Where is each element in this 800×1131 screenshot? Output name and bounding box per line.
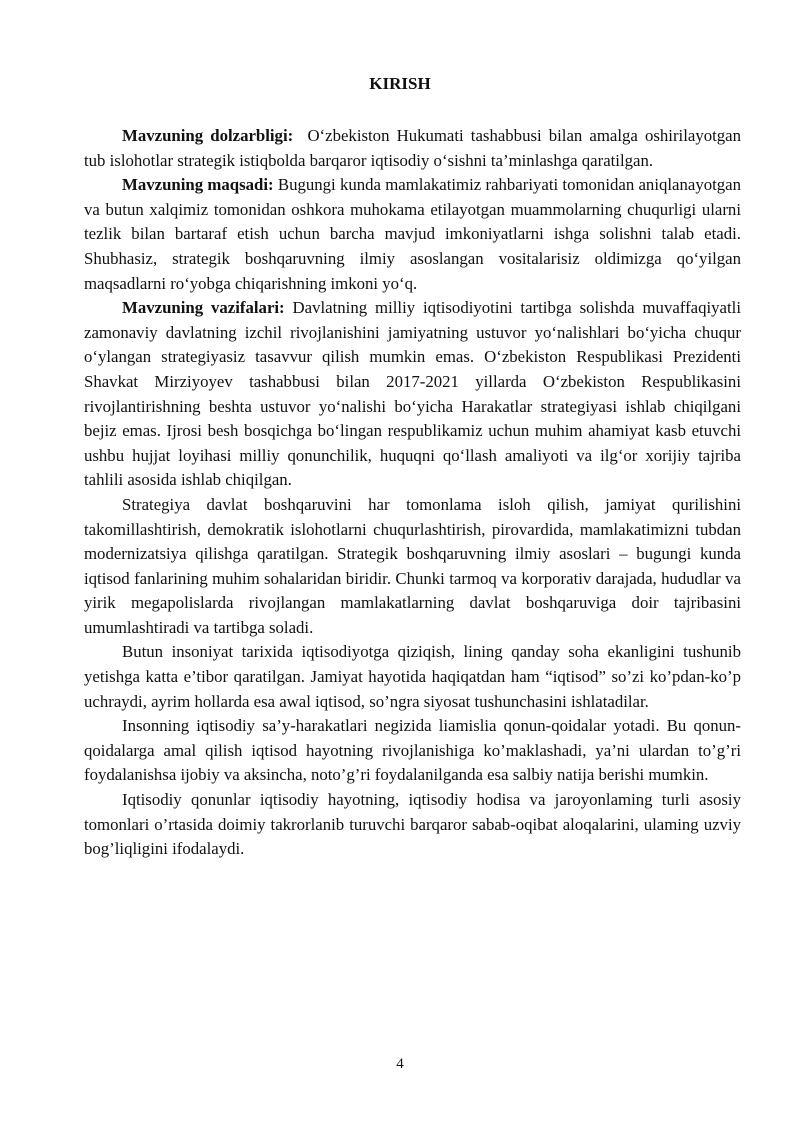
paragraph [84, 493, 746, 641]
paragraph [84, 173, 746, 296]
paragraph-text: Bugungi kunda mamlakatimiz rahbariyati tomonidan aniqlanayotgan va butun xalqimiz tomonidan oshkora muhokama etilayotgan muammolarning chuqurligi ularni tezlik bilan bartaraf etish uchun barcha mavjud imkoniyatlarni ishga solishni talab etadi. Shubhasiz, strategik boshqaruvning ilmiy asoslangan vositalarisiz oldimizga qo‘yilgan maqsadlarni ro‘yobga chiqarishning imkoni yo‘q. [84, 175, 746, 293]
paragraph-text: Butun insoniyat tarixida iqtisodiyotga qiziqish, lining qanday soha ekanligini tushunib yetishga katta e’tibor qaratilgan. Jamiyat hayotida haqiqatdan ham “iqtisod” so’zi ko’pdan-ko’p uchraydi, ayrim hollarda esa awal iqtisod, so’ngra siyosat tushunchasini ishlatadilar. [84, 642, 746, 711]
paragraph-lead: Mavzuning vazifalari: [122, 298, 285, 318]
paragraph-text: Davlatning milliy iqtisodiyotini tartibga solishda muvaffaqiyatli zamonaviy davlatning izchil rivojlanishini jamiyatning ustuvor yo‘nalishlari bo‘yicha chuqur o‘ylangan strategiyasiz tasavvur qilish mumkin emas. O‘zbekiston Respublikasi Prezidenti Shavkat Mirziyoyev tashabbusi bilan 2017-2021 yillarda O‘zbekiston Respublikasini rivojlantirishning beshta ustuvor yo‘nalishi bo‘yicha Harakatlar strategiyasi ishlab chiqilgani bejiz emas. Ijrosi besh bosqichga bo‘lingan respublikamiz uchun muhim ahamiyat kasb etuvchi ushbu hujjat loyihasi milliy qonunchilik, huquqni qo‘llash amaliyoti va ilg‘or xorijiy tajriba tahlili asosida ishlab chiqilgan. [84, 298, 746, 490]
paragraph [84, 124, 746, 173]
paragraph-text: Strategiya davlat boshqaruvini har tomonlama isloh qilish, jamiyat qurilishini takomillashtirish, demokratik islohotlarni chuqurlashtirish, pirovardida, mamlakatimizni tubdan modernizatsiya qilishga qaratilgan. Strategik boshqaruvning ilmiy asoslari – bugungi kunda iqtisod fanlarining muhim sohalaridan biridir. Chunki tarmoq va korporativ darajada, hududlar va yirik megapolislarda rivojlangan mamlakatlarning davlat boshqaruviga doir tajribasini umumlashtiradi va tartibga soladi. [84, 494, 746, 637]
paragraph [84, 296, 746, 493]
paragraph-lead: Mavzuning dolzarbligi: [122, 126, 294, 145]
paragraph [84, 640, 746, 714]
paragraph-text: Iqtisodiy qonunlar iqtisodiy hayotning, iqtisodiy hodisa va jaroyonlaming turli asosiy tomonlari o’rtasida doimiy takrorlanib turuvchi barqaror sabab-oqibat aloqalarini, ulaming uzviy bog’liqligini ifodalaydi. [84, 790, 746, 859]
body-text [84, 124, 746, 862]
paragraph-text: O‘zbekiston Hukumati tashabbusi bilan amalga oshirilayotgan tub islohotlar strategik istiqbolda barqaror iqtisodiy o‘sishni ta’minlashga qaratilgan. [84, 126, 746, 170]
paragraph-text: Insonning iqtisodiy sa’y-harakatlari negizida liamislia qonun-qoidalar yotadi. Bu qonun-qoidalarga amal qilish iqtisod hayotning rivojlanishiga ko’maklashadi, ya’ni ulardan to’g’ri foydalanishsa ijobiy va aksincha, noto’g’ri foydalanilganda esa salbiy natija berishi mumkin. [84, 716, 746, 785]
paragraph-lead: Mavzuning maqsadi: [122, 175, 274, 195]
page-title: KIRISH [369, 74, 431, 93]
paragraph [84, 714, 746, 788]
paragraph [84, 788, 746, 862]
page-number: 4 [396, 1056, 404, 1072]
